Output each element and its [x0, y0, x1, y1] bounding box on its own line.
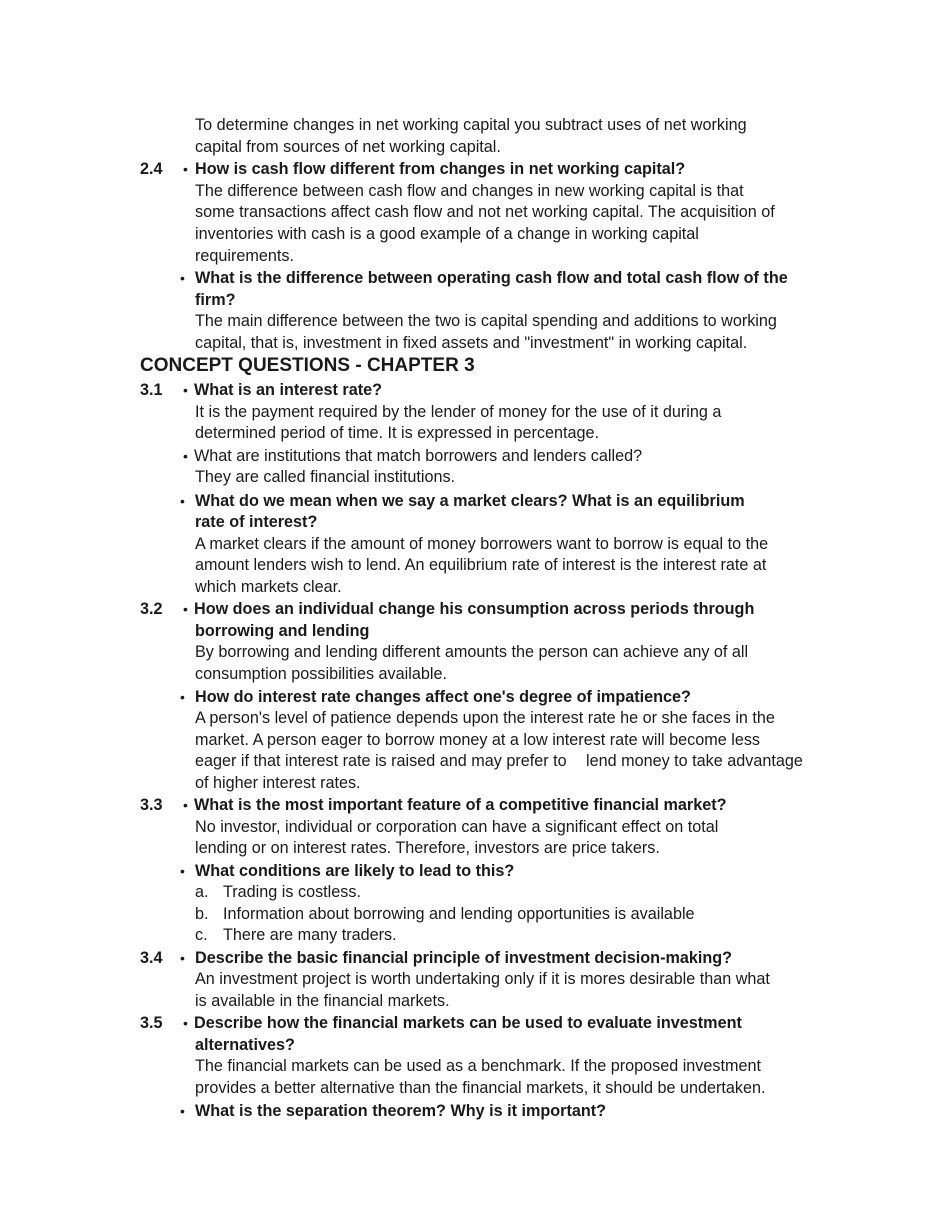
bullet-icon: •	[183, 448, 188, 464]
body-text: A market clears if the amount of money borrowers want to borrow is equal to the	[195, 535, 769, 553]
question-text: Describe the basic financial principle of investment decision-making?	[195, 949, 733, 967]
body-text: consumption possibilities available.	[195, 665, 447, 683]
question-number: 3.4	[140, 949, 163, 967]
body-text: inventories with cash is a good example of a change in working capital	[195, 225, 699, 243]
bullet-icon: •	[180, 493, 185, 509]
question-text: Describe how the financial markets can be used to evaluate investment	[194, 1014, 742, 1032]
body-text: capital, that is, investment in fixed assets and "investment" in working capital.	[195, 334, 748, 352]
body-text: A person's level of patience depends upon the interest rate he or she faces in the	[195, 709, 775, 727]
body-text: No investor, individual or corporation can have a significant effect on total	[195, 818, 719, 836]
body-text: It is the payment required by the lender of money for the use of it during a	[195, 403, 722, 421]
question-text: How do interest rate changes affect one's degree of impatience?	[195, 688, 691, 706]
question-text: borrowing and lending	[195, 622, 370, 640]
question-text: What is the difference between operating cash flow and total cash flow of the	[195, 269, 788, 287]
body-text: amount lenders wish to lend. An equilibrium rate of interest is the interest rate at	[195, 556, 767, 574]
question-text: What conditions are likely to lead to this?	[195, 862, 515, 880]
question-number: 3.1	[140, 381, 163, 399]
bullet-icon: •	[183, 161, 188, 177]
body-text: which markets clear.	[195, 578, 342, 596]
question-number: 3.2	[140, 600, 163, 618]
question-text: alternatives?	[195, 1036, 295, 1054]
body-text: To determine changes in net working capital you subtract uses of net working	[195, 116, 747, 134]
question-text: rate of interest?	[195, 513, 318, 531]
body-text: An investment project is worth undertaking only if it is mores desirable than what	[195, 970, 770, 988]
body-text: lend money to take advantage	[586, 752, 803, 770]
question-text: How does an individual change his consumption across periods through	[194, 600, 755, 618]
bullet-icon: •	[180, 689, 185, 705]
section-heading: CONCEPT QUESTIONS - CHAPTER 3	[140, 355, 475, 376]
bullet-icon: •	[183, 601, 188, 617]
list-marker: b.	[195, 905, 209, 923]
body-text: They are called financial institutions.	[195, 468, 456, 486]
bullet-icon: •	[180, 1103, 185, 1119]
question-text: What is an interest rate?	[194, 381, 382, 399]
bullet-icon: •	[183, 1015, 188, 1031]
question-text: What are institutions that match borrowers and lenders called?	[194, 447, 643, 465]
question-number: 3.5	[140, 1014, 163, 1032]
question-number: 2.4	[140, 160, 163, 178]
list-item: Trading is costless.	[223, 883, 361, 901]
body-text: is available in the financial markets.	[195, 992, 450, 1010]
question-text: What do we mean when we say a market clears? What is an equilibrium	[195, 492, 745, 510]
question-number: 3.3	[140, 796, 163, 814]
body-text: The main difference between the two is capital spending and additions to working	[195, 312, 777, 330]
question-text: How is cash flow different from changes in net working capital?	[195, 160, 686, 178]
bullet-icon: •	[183, 382, 188, 398]
body-text: By borrowing and lending different amounts the person can achieve any of all	[195, 643, 749, 661]
body-text: provides a better alternative than the financial markets, it should be undertaken.	[195, 1079, 766, 1097]
question-text: What is the most important feature of a competitive financial market?	[194, 796, 727, 814]
bullet-icon: •	[180, 270, 185, 286]
body-text: The financial markets can be used as a benchmark. If the proposed investment	[195, 1057, 761, 1075]
bullet-icon: •	[180, 950, 185, 966]
bullet-icon: •	[180, 863, 185, 879]
body-text: requirements.	[195, 247, 294, 265]
body-text: capital from sources of net working capital.	[195, 138, 501, 156]
question-text: What is the separation theorem? Why is it important?	[195, 1102, 607, 1120]
body-text: lending or on interest rates. Therefore, investors are price takers.	[195, 839, 660, 857]
body-text: of higher interest rates.	[195, 774, 361, 792]
question-text: firm?	[195, 291, 236, 309]
bullet-icon: •	[183, 797, 188, 813]
list-item: There are many traders.	[223, 926, 397, 944]
list-marker: a.	[195, 883, 209, 901]
list-item: Information about borrowing and lending opportunities is available	[223, 905, 695, 923]
body-text: eager if that interest rate is raised and may prefer to	[195, 752, 567, 770]
body-text: The difference between cash flow and changes in new working capital is that	[195, 182, 744, 200]
body-text: determined period of time. It is expressed in percentage.	[195, 424, 600, 442]
body-text: some transactions affect cash flow and not net working capital. The acquisition of	[195, 203, 775, 221]
body-text: market. A person eager to borrow money at a low interest rate will become less	[195, 731, 761, 749]
list-marker: c.	[195, 926, 208, 944]
